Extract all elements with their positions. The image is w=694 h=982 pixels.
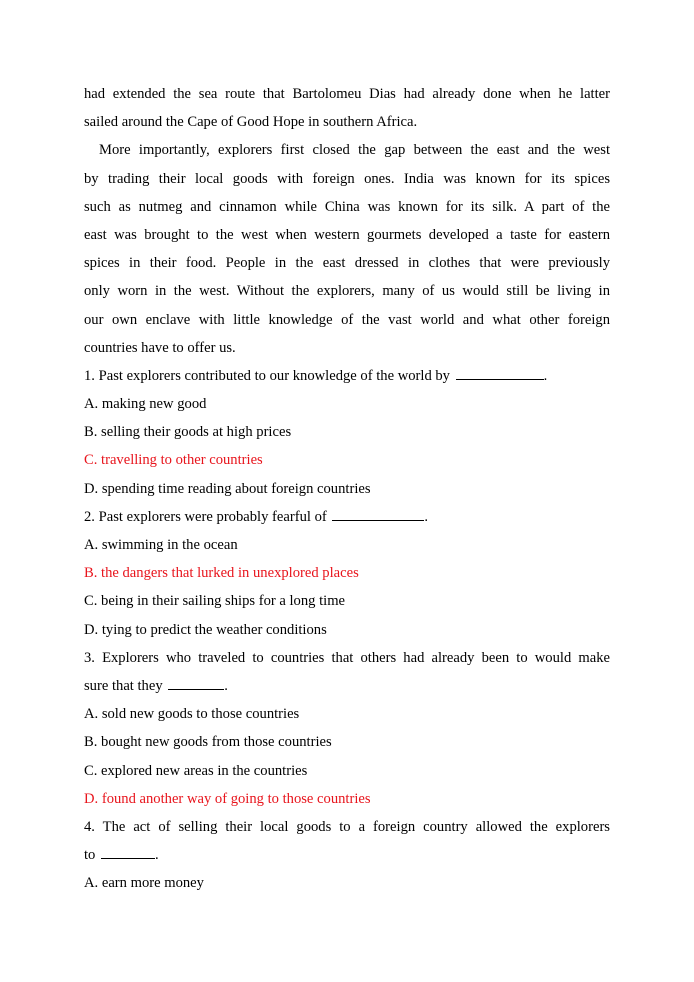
- question-4-stem-line2: [84, 841, 610, 869]
- passage-line: More importantly, explorers first closed the gap between the east and the west: [99, 142, 610, 159]
- passage-line: sailed around the Cape of Good Hope in southern Africa.: [84, 114, 418, 131]
- question-stem-end: .: [155, 847, 159, 864]
- option-c: C. being in their sailing ships for a long time: [84, 593, 346, 610]
- answer-blank: [332, 506, 424, 521]
- answer-blank: [456, 365, 544, 380]
- passage-line: such as nutmeg and cinnamon while China was known for its silk. A part of the: [84, 198, 610, 215]
- option-d: D. tying to predict the weather conditions: [84, 621, 327, 638]
- answer-blank: [168, 675, 224, 690]
- question-stem-text: sure that they: [84, 677, 163, 694]
- passage-line: east was brought to the west when western gourmets developed a taste for eastern: [84, 226, 610, 243]
- question-3-stem-line2: [84, 672, 610, 700]
- option-b: B. bought new goods from those countries: [84, 734, 332, 751]
- option-b: B. selling their goods at high prices: [84, 424, 292, 441]
- question-stem-text: 2. Past explorers were probably fearful of: [84, 508, 327, 525]
- passage-line: countries have to offer us.: [84, 339, 236, 356]
- question-stem-text: 1. Past explorers contributed to our knowledge of the world by: [84, 367, 450, 384]
- question-2-stem: [84, 503, 610, 531]
- question-stem-end: .: [224, 677, 228, 694]
- question-3-stem-line1: 3. Explorers who traveled to countries that others had already been to would make: [84, 649, 610, 666]
- passage-line: spices in their food. People in the east dressed in clothes that were previously: [84, 255, 610, 272]
- question-stem-end: .: [543, 367, 548, 384]
- passage-line: only worn in the west. Without the explorers, many of us would still be living in: [84, 283, 610, 300]
- option-a: A. earn more money: [84, 875, 204, 892]
- option-d: D. spending time reading about foreign countries: [84, 480, 371, 497]
- question-stem-end: .: [424, 508, 429, 525]
- option-d-correct: D. found another way of going to those countries: [84, 790, 371, 807]
- question-1-stem: [84, 362, 610, 390]
- option-a: A. making new good: [84, 396, 207, 413]
- passage-line: had extended the sea route that Bartolomeu Dias had already done when he latter: [84, 86, 610, 102]
- option-c-correct: C. travelling to other countries: [84, 452, 263, 469]
- answer-blank: [101, 844, 155, 859]
- option-a: A. sold new goods to those countries: [84, 706, 300, 723]
- passage-line: by trading their local goods with foreign ones. India was known for its spices: [84, 170, 610, 187]
- option-b-correct: B. the dangers that lurked in unexplored places: [84, 565, 359, 582]
- option-a: A. swimming in the ocean: [84, 537, 238, 553]
- option-c: C. explored new areas in the countries: [84, 762, 308, 779]
- passage-line: our own enclave with little knowledge of the vast world and what other foreign: [84, 311, 610, 328]
- question-stem-text: to: [84, 847, 96, 864]
- document-page: [84, 80, 610, 897]
- question-4-stem-line1: 4. The act of selling their local goods to a foreign country allowed the explorers: [84, 818, 610, 835]
